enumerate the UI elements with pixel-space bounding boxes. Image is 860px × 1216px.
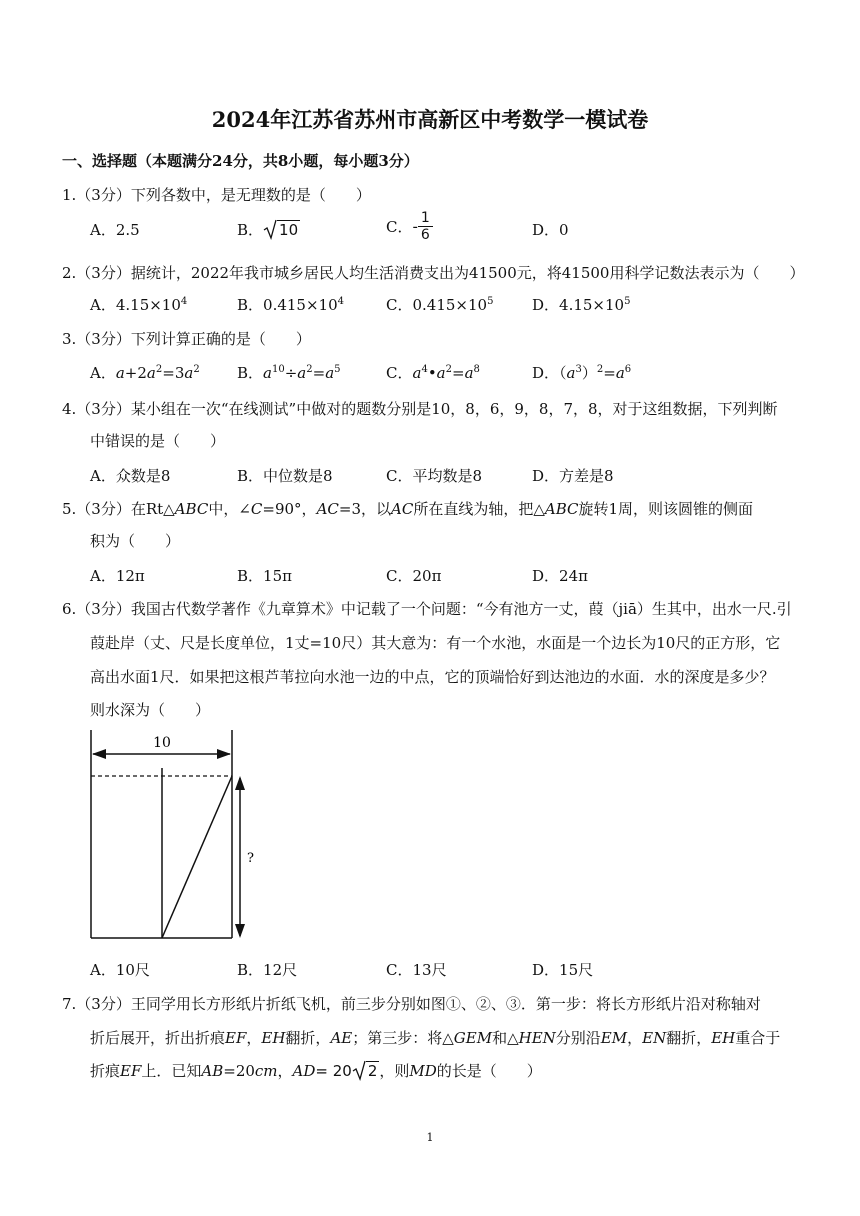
q3-option-c: C．$a^4•a^2=a^8$: [386, 364, 480, 382]
q2-option-d: D．$4.15\times 10^5$: [532, 296, 631, 314]
sqrt-expression: 10: [263, 221, 300, 239]
figure-width-label: 10: [153, 735, 171, 751]
q5-option-b: B．15π: [237, 567, 292, 585]
q5-option-a: A．12π: [90, 567, 145, 585]
question-7-line2: 折后展开，折出折痕EF，EH翻折，AE；第三步：将△GEM和△HEN分别沿EM，EN翻折，EH重合于: [90, 1029, 781, 1047]
question-7-line3: 折痕EF上．已知AB=20cm，AD= 20 2 ，则MD的长是（ ）: [90, 1062, 542, 1080]
question-7-line1: 7.（3分）王同学用长方形纸片折纸飞机，前三步分别如图①、②、③．第一步：将长方形纸片沿对称轴对: [62, 995, 761, 1013]
question-6-line2: 葭赴岸（丈、尺是长度单位，1丈=10尺）其大意为：有一个水池，水面是一个边长为10尺的正方形，它: [90, 634, 781, 652]
page-number: 1: [426, 1131, 434, 1144]
q3-option-a: A．$a+2a^2=3a^2$: [90, 364, 200, 382]
question-6-line3: 高出水面1尺．如果把这根芦苇拉向水池一边的中点，它的顶端恰好到达池边的水面．水的深度是多少？: [90, 668, 775, 686]
q6-option-c: C．13尺: [386, 961, 447, 979]
q1-option-d: D．0: [532, 221, 569, 239]
question-5-stem-line1: 5.（3分）在Rt△ABC中，∠C=90°，AC=3，以AC所在直线为轴，把△ABC旋转1周，则该圆锥的侧面: [62, 500, 754, 518]
q6-option-d: D．15尺: [532, 961, 594, 979]
q6-option-a: A．10尺: [90, 961, 150, 979]
q5-option-c: C．20π: [386, 567, 442, 585]
question-4-stem-line1: 4.（3分）某小组在一次“在线测试”中做对的题数分别是10，8，6，9，8，7，8，对于这组数据，下列判断: [62, 400, 778, 418]
q4-option-d: D．方差是8: [532, 467, 614, 485]
fraction: $\frac{1}{6}$: [418, 210, 433, 243]
question-2-stem: 2.（3分）据统计，2022年我市城乡居民人均生活消费支出为41500元，将41500用科学记数法表示为（ ）: [62, 264, 805, 282]
q1-option-b: B． 10: [237, 221, 299, 239]
figure-depth-label: ?: [247, 851, 254, 866]
q1-option-a: A．2.5: [90, 221, 140, 239]
q1-option-c: C．- $\frac{1}{6}$: [386, 210, 433, 243]
q4-option-c: C．平均数是8: [386, 467, 483, 485]
question-5-stem-line2: 积为（ ）: [90, 532, 181, 550]
pond-reed-figure: [80, 728, 260, 944]
page-title: 2024年江苏省苏州市高新区中考数学一模试卷: [211, 107, 649, 132]
q4-option-a: A．众数是8: [90, 467, 171, 485]
q2-option-a: A．$4.15\times 10^4$: [90, 296, 188, 314]
q6-option-b: B．12尺: [237, 961, 298, 979]
question-6-line4: 则水深为（ ）: [90, 701, 211, 719]
question-3-stem: 3.（3分）下列计算正确的是（ ）: [62, 330, 311, 348]
q4-option-b: B．中位数是8: [237, 467, 333, 485]
q2-option-c: C．$0.415\times 10^5$: [386, 296, 494, 314]
q2-option-b: B．$0.415\times 10^4$: [237, 296, 344, 314]
q3-option-b: B．$a^{10}\div a^2=a^5$: [237, 364, 341, 382]
section-heading: 一、选择题（本题满分24分，共8小题，每小题3分）: [62, 152, 419, 170]
q3-option-d: D．$(a^3)^2=a^6$: [532, 364, 632, 382]
question-1-stem: 1.（3分）下列各数中，是无理数的是（ ）: [62, 186, 371, 204]
q5-option-d: D．24π: [532, 567, 588, 585]
question-4-stem-line2: 中错误的是（ ）: [90, 432, 226, 450]
sqrt-expression: 2: [352, 1062, 380, 1080]
question-6-line1: 6.（3分）我国古代数学著作《九章算术》中记载了一个问题：“今有池方一丈，葭（jiā）生其中，出水一尺.引: [62, 600, 792, 618]
